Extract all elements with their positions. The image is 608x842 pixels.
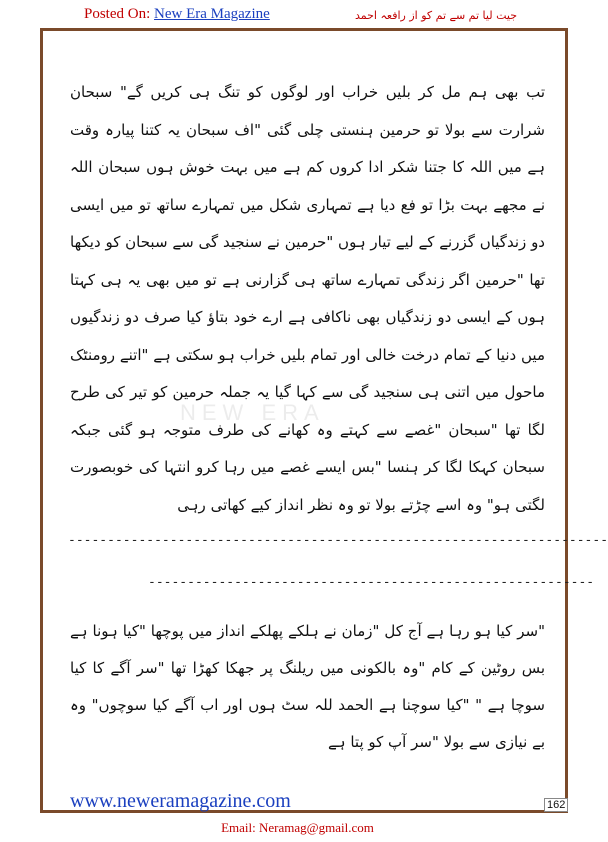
paragraph-2: "سر کیا ہو رہا ہے آج کل "زمان نے ہلکے پھلکے انداز میں پوچھا "کیا ہونا ہے بس روٹین کے کام "وہ بالکونی میں ریلنگ پر جھکا کھڑا تھا "سر آگے کا کیا سوچا ہے " "کیا سوچنا ہے الحمد للہ سٹ ہوں اور اب آگے کیا سوچوں" وہ بے نیازی سے بولا "سر آپ کو پتا ہے <box>70 622 545 751</box>
posted-on-header <box>84 6 270 23</box>
separator-line-1: --------------------------------------------------------------------- <box>68 533 608 548</box>
page-number: 162 <box>544 798 568 812</box>
novel-title: جیت لیا تم سے تم کو از رافعہ احمد <box>355 9 517 22</box>
contact-email[interactable]: Email: Neramag@gmail.com <box>221 820 374 835</box>
website-link[interactable]: www.neweramagazine.com <box>70 790 291 812</box>
paragraph-1: تب بھی ہم مل کر بلیں خراب اور لوگوں کو تنگ ہی کریں گے" سبحان شرارت سے بولا تو حرمین ہنستی چلی گئی "اف سبحان یہ کتنا پیارہ وقت ہے میں اللہ کا جتنا شکر ادا کروں کم ہے میں بہت خوش ہوں سبحان اللہ نے مجھے بہت بڑا تو فع دیا ہے تمہاری شکل میں تمہارے ساتھ تو میں ایسی دو زندگیاں گزرنے کے لیے تیار ہوں "حرمین نے سنجید گی سے سبحان کو دیکھا تھا "حرمین اگر زندگی تمہارے ساتھ ہی گزارنی ہے تو میں بھی یہ ہی کہتا ہوں کے ایسی دو زندگیاں بھی ناکافی ہے ارے خود بتاؤ کیا صرف دو زندگیوں میں دنیا کے تمام درخت خالی اور تمام بلیں خراب ہو سکتی ہے "اتنے رومنٹک ماحول میں اتنی ہی سنجید گی سے کہا گیا یہ جملہ حرمین کو تیر کی طرح لگا تھا "سبحان "غصے سے کہتے وہ کھانے کی طرف متوجہ ہو گئی جبکہ سبحان کہکا لگا کر ہنسا "بس ایسے غصے میں رہا کرو انتہا کی خوبصورت لگتی ہو" وہ اسے چڑتے بولا تو وہ نظر انداز کیے کھاتی رہی <box>70 83 545 514</box>
posted-on-label: Posted On: <box>84 6 155 22</box>
separator-line-2: --------------------------------------------------------- <box>148 575 595 590</box>
magazine-link[interactable]: New Era Magazine <box>154 6 270 22</box>
watermark-logo: NEW ERA <box>180 400 325 425</box>
